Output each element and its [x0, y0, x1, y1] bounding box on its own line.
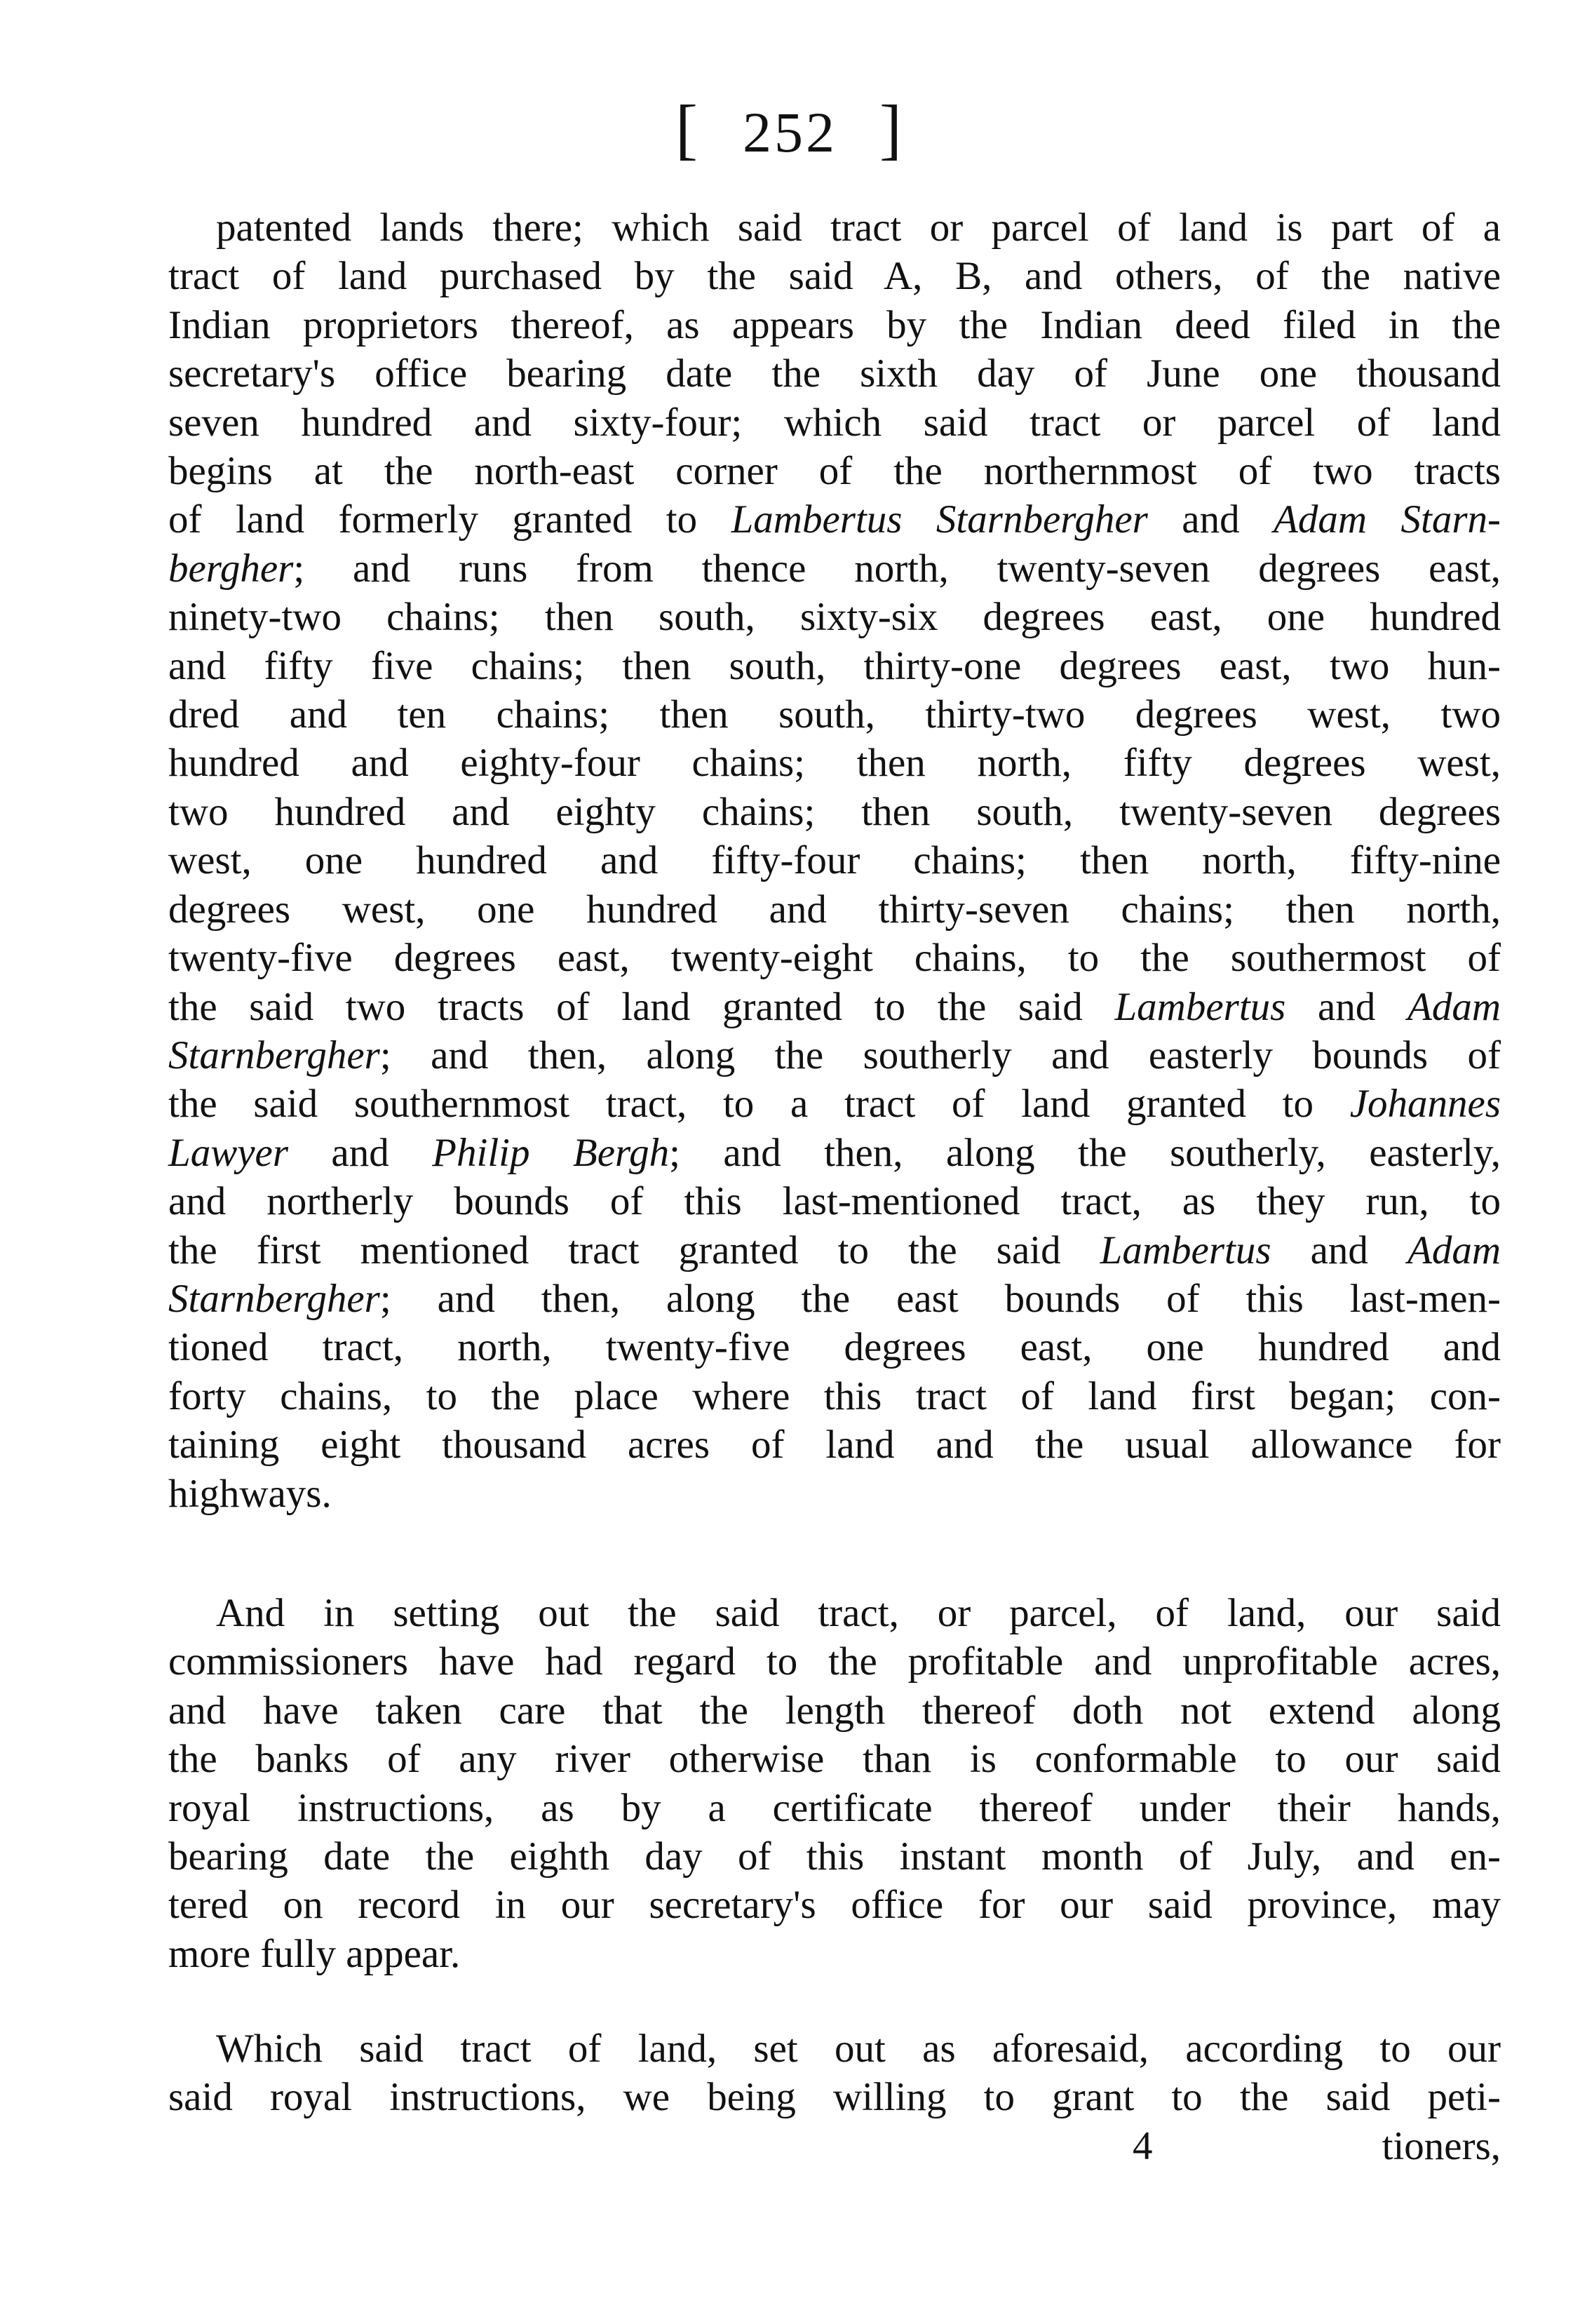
- text-segment: tract of land purchased by the said A, B, and others, of the native: [168, 254, 1501, 299]
- text-line: [168, 2073, 1501, 2121]
- text-line: [168, 983, 1501, 1031]
- italic-name: Adam: [1407, 1228, 1501, 1272]
- text-line: [168, 252, 1501, 300]
- text-segment: Indian proprietors thereof, as appears by the Indian deed filed in the: [168, 302, 1501, 347]
- text-line: [168, 788, 1501, 836]
- text-segment: two hundred and eighty chains; then south, twenty-seven degrees: [168, 789, 1501, 834]
- text-line: [168, 836, 1501, 885]
- text-line: [168, 2024, 1501, 2073]
- text-line: [168, 301, 1501, 349]
- text-line: [168, 593, 1501, 641]
- text-line: [168, 642, 1501, 690]
- text-segment: And in setting out the said tract, or parcel, of land, our said: [216, 1591, 1501, 1635]
- italic-name: Lawyer: [168, 1130, 288, 1175]
- text-segment: taining eight thousand acres of land and the usual allowance for: [168, 1423, 1501, 1467]
- text-segment: ninety-two chains; then south, sixty-six degrees east, one hundred: [168, 595, 1501, 640]
- text-segment: Which said tract of land, set out as aforesaid, according to our: [216, 2027, 1501, 2071]
- text-line: [168, 1784, 1501, 1832]
- text-line: [168, 495, 1501, 544]
- text-segment: and: [1147, 497, 1274, 542]
- text-segment: ; and runs from thence north, twenty-seven degrees east,: [293, 546, 1501, 591]
- text-line: [168, 203, 1501, 252]
- italic-name: Lambertus Starnbergher: [731, 497, 1148, 542]
- text-segment: and: [1271, 1228, 1408, 1272]
- text-line: [168, 1589, 1501, 1637]
- page-number: [0, 90, 1580, 168]
- italic-name: Starnbergher: [168, 1033, 380, 1077]
- text-line: [168, 1470, 1501, 1518]
- text-segment: more fully appear.: [168, 1931, 461, 1976]
- text-line: [168, 1129, 1501, 1177]
- text-segment: of land formerly granted to: [168, 497, 731, 542]
- text-line: [168, 1686, 1501, 1735]
- text-line: [168, 349, 1501, 398]
- text-segment: ; and then, along the southerly and easterly bounds of: [379, 1033, 1501, 1077]
- text-segment: and have taken care that the length thereof doth not extend along: [168, 1688, 1501, 1733]
- text-line: [168, 1275, 1501, 1323]
- text-segment: and: [1285, 984, 1408, 1029]
- text-segment: and northerly bounds of this last-mentioned tract, as they run, to: [168, 1179, 1501, 1224]
- text-segment: the said two tracts of land granted to the said: [168, 984, 1115, 1029]
- text-segment: bearing date the eighth day of this instant month of July, and en-: [168, 1834, 1501, 1879]
- text-segment: highways.: [168, 1471, 332, 1516]
- text-segment: seven hundred and sixty-four; which said tract or parcel of land: [168, 400, 1501, 445]
- paragraph-commissioners: [168, 1589, 1501, 1978]
- text-segment: commissioners have had regard to the profitable and unprofitable acres,: [168, 1639, 1501, 1684]
- italic-name: Starnbergher: [168, 1276, 380, 1321]
- text-segment: hundred and eighty-four chains; then north, fifty degrees west,: [168, 741, 1501, 786]
- text-segment: said royal instructions, we being willing to grant to the said peti-: [168, 2075, 1501, 2120]
- page-number-bracket-open: [: [675, 91, 701, 166]
- text-line: [168, 1420, 1501, 1469]
- italic-name: Adam Starn-: [1274, 497, 1501, 542]
- text-segment: patented lands there; which said tract or parcel of land is part of a: [216, 206, 1501, 250]
- text-segment: forty chains, to the place where this tract of land first began; con-: [168, 1373, 1501, 1418]
- italic-name: Lambertus: [1100, 1228, 1271, 1272]
- text-line: [168, 885, 1501, 934]
- text-line: [168, 447, 1501, 495]
- text-line: [168, 398, 1501, 447]
- italic-name: Philip Bergh: [432, 1130, 670, 1175]
- paragraph-grant: [168, 2024, 1501, 2122]
- text-line: [168, 1177, 1501, 1225]
- italic-name: Johannes: [1349, 1082, 1501, 1127]
- catchword: tioners,: [1382, 2124, 1501, 2168]
- text-segment: royal instructions, as by a certificate thereof under their hands,: [168, 1785, 1501, 1830]
- text-line: [168, 690, 1501, 739]
- text-segment: tered on record in our secretary's office for our said province, may: [168, 1883, 1501, 1928]
- text-line: [168, 1031, 1501, 1080]
- text-segment: the first mentioned tract granted to the said: [168, 1228, 1100, 1272]
- text-line: [168, 1832, 1501, 1881]
- text-segment: and: [288, 1130, 433, 1175]
- signature-mark: 4: [1133, 2124, 1153, 2168]
- text-line: [168, 1080, 1501, 1128]
- paragraph-land-description: [168, 203, 1501, 1518]
- text-segment: degrees west, one hundred and thirty-seven chains; then north,: [168, 887, 1501, 932]
- text-line: [168, 934, 1501, 982]
- italic-name: Adam: [1407, 984, 1501, 1029]
- text-line: [168, 544, 1501, 593]
- text-line: [168, 739, 1501, 787]
- text-segment: dred and ten chains; then south, thirty-two degrees west, two: [168, 692, 1501, 737]
- text-segment: the banks of any river otherwise than is conformable to our said: [168, 1737, 1501, 1782]
- text-line: [168, 1372, 1501, 1420]
- text-line: [168, 1881, 1501, 1929]
- page-number-bracket-close: ]: [879, 91, 905, 166]
- text-segment: ; and then, along the east bounds of this last-men-: [379, 1276, 1501, 1321]
- text-line: [168, 1930, 1501, 1978]
- text-line: [168, 1735, 1501, 1783]
- text-line: [168, 1637, 1501, 1686]
- text-line: [168, 1226, 1501, 1275]
- italic-name: Lambertus: [1114, 984, 1286, 1029]
- italic-name: bergher: [168, 546, 294, 591]
- text-segment: the said southernmost tract, to a tract of land granted to: [168, 1082, 1350, 1127]
- page-number-value: 252: [743, 100, 837, 164]
- page-footer: [168, 2123, 1501, 2172]
- text-segment: west, one hundred and fifty-four chains; then north, fifty-nine: [168, 838, 1501, 883]
- text-line: [168, 1323, 1501, 1371]
- text-segment: tioned tract, north, twenty-five degrees east, one hundred and: [168, 1325, 1501, 1370]
- text-segment: secretary's office bearing date the sixth day of June one thousand: [168, 351, 1501, 396]
- text-segment: and fifty five chains; then south, thirty-one degrees east, two hun-: [168, 643, 1501, 688]
- text-segment: twenty-five degrees east, twenty-eight chains, to the southermost of: [168, 936, 1501, 981]
- text-segment: ; and then, along the southerly, easterly,: [669, 1130, 1501, 1175]
- text-segment: begins at the north-east corner of the northernmost of two tracts: [168, 449, 1501, 494]
